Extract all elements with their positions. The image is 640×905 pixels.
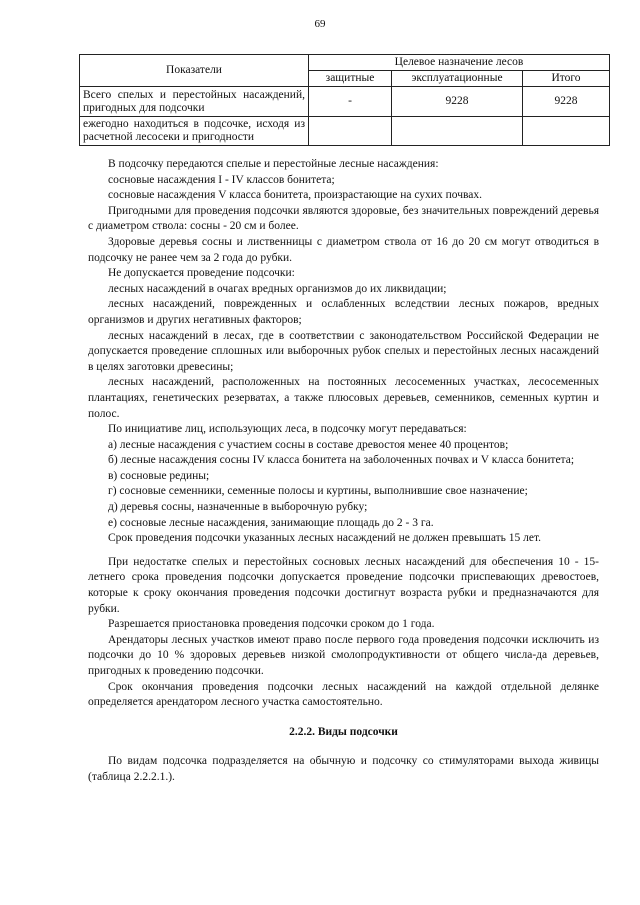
paragraph: г) сосновые семенники, семенные полосы и куртины, выполнившие свое назначение; [108, 485, 528, 498]
table-row [80, 87, 610, 117]
cell-value: 9228 [523, 87, 610, 117]
paragraph: Здоровые деревья сосны и лиственницы с диаметром ствола от 16 до 20 см могут отводиться в подсочку не ранее чем за 2 года до рубки. [88, 235, 599, 264]
header-purpose: Целевое назначение лесов [309, 55, 610, 71]
body-text [88, 157, 599, 786]
paragraph: По инициативе лиц, использующих леса, в подсочку могут передаваться: [108, 423, 467, 436]
indicators-table [79, 54, 610, 146]
header-protective: защитные [309, 71, 392, 87]
paragraph: Арендаторы лесных участков имеют право после первого года проведения подсочки исключить из подсочки до 10 % здоровых деревьев низкой смолопродуктивности от общего числа-да деревьев, пригодных к проведению подсочки. [88, 633, 599, 677]
cell-value [523, 117, 610, 146]
paragraph: По видам подсочка подразделяется на обычную и подсочку со стимуляторами выхода живицы (таблица 2.2.2.1.). [88, 755, 599, 783]
page-number: 69 [314, 18, 326, 30]
paragraph: Не допускается проведение подсочки: [108, 267, 295, 280]
paragraph: в) сосновые редины; [108, 469, 210, 482]
paragraph: лесных насаждений в лесах, где в соответствии с законодательством Российской Федерации не допускается проведение сплошных или выборочных рубок спелых и перестойных лесных насаждений в целях заготовки древесины; [88, 329, 599, 373]
paragraph: При недостатке спелых и перестойных сосновых лесных насаждений для обеспечения 10 - 15-летнего срока проведения подсочки допускается проведение подсочки приспевающих древостоев, которые к сроку окончания проведения подсочки достигнут возраста рубки и предназначаются для рубки. [88, 555, 599, 615]
paragraph: лесных насаждений, поврежденных и ослабленных вследствии лесных пожаров, вредных организмов и других негативных факторов; [88, 298, 599, 326]
row-label: ежегодно находиться в подсочке, исходя из расчетной лесосеки и пригодности [80, 117, 309, 146]
paragraph: сосновые насаждения V класса бонитета, произрастающие на сухих почвах. [108, 189, 482, 202]
paragraph: В подсочку передаются спелые и перестойные лесные насаждения: [108, 158, 439, 170]
paragraph: лесных насаждений в очагах вредных организмов до их ликвидации; [108, 282, 447, 295]
header-total: Итого [523, 71, 610, 87]
paragraph: Срок окончания проведения подсочки лесных насаждений на каждой отдельной делянке определяется арендатором лесного участка самостоятельно. [88, 680, 599, 709]
header-operational: эксплуатационные [392, 71, 523, 87]
header-indicators: Показатели [80, 55, 309, 87]
row-label: Всего спелых и перестойных насаждений, пригодных для подсочки [80, 87, 309, 117]
paragraph: д) деревья сосны, назначенные в выборочную рубку; [108, 501, 368, 514]
table-row [80, 117, 610, 146]
paragraph: сосновые насаждения I - IV классов бонитета; [108, 173, 335, 186]
table-header-row [80, 55, 610, 71]
paragraph: лесных насаждений, расположенных на постоянных лесосеменных участках, лесосеменных плантациях, генетических резерватах, а также плюсовых деревьев, семенников, семенных куртин и полос. [88, 376, 599, 420]
paragraph: Пригодными для проведения подсочки являются здоровые, без значительных повреждений деревья с диаметром ствола: сосны - 20 см и более. [88, 204, 599, 233]
cell-value [392, 117, 523, 146]
cell-value [309, 117, 392, 146]
paragraph: а) лесные насаждения с участием сосны в составе древостоя менее 40 процентов; [108, 438, 509, 451]
cell-value: - [309, 87, 392, 117]
paragraph: е) сосновые лесные насаждения, занимающие площадь до 2 - 3 га. [108, 516, 434, 529]
paragraph: Разрешается приостановка проведения подсочки сроком до 1 года. [108, 618, 435, 631]
cell-value: 9228 [392, 87, 523, 117]
paragraph: Срок проведения подсочки указанных лесных насаждений не должен превышать 15 лет. [108, 532, 542, 545]
section-heading: 2.2.2. Виды подсочки [289, 725, 398, 738]
paragraph: б) лесные насаждения сосны IV класса бонитета на заболоченных почвах и V класса бонитета; [108, 454, 575, 467]
